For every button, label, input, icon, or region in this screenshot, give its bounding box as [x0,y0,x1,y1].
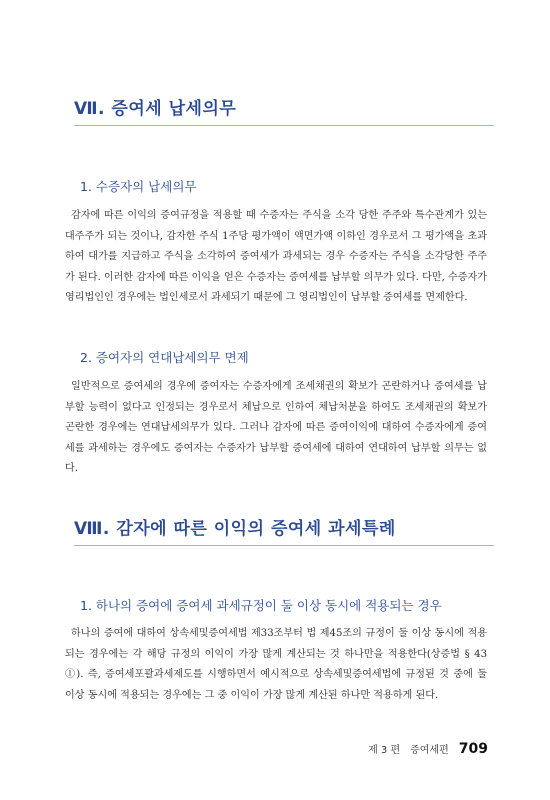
footer-book: 증여세편 [410,745,449,756]
section-heading: 2. 증여자의 연대납세의무 면제 [80,350,249,365]
page-number: 709 [458,741,488,757]
section-heading: 1. 수증자의 납세의무 [80,179,197,194]
body-paragraph: 감자에 따른 이익의 증여규정을 적용할 때 수증자는 주식을 소각 당한 주주와 특수관계가 있는 대주주가 되는 것이나, 감자한 주식 1주당 평가액이 액면가액 이하인 경우로서 그 평가액을 초과하여 대가를 지급하고 주식을 소각하여 증여세가 과세되는 경우 수증자는 주식을 소각당한 주주가 된다. 이러한 감자에 따른 이익을 얻은 수증자는 증여세를 납부할 의무가 있다. 다만, 수증자가 영리법인인 경우에는 법인세로서 과세되기 때문에 그 영리법인이 납부할 증여세를 면제한다. [65,210,487,303]
page-footer [368,741,488,757]
chapter-title: Ⅶ. 증여세 납세의무 [74,99,237,119]
body-paragraph: 일반적으로 증여세의 경우에 증여자는 수증자에게 조세채권의 확보가 곤란하거나 증여세를 납부할 능력이 없다고 인정되는 경우로서 체납으로 인하여 체납처분을 하여도 조세채권의 확보가 곤란한 경우에는 연대납세의무가 있다. 그러나 감자에 따른 증여이익에 대하여 수증자에게 증여세를 과세하는 경우에도 증여자는 수증자가 납부할 증여세에 대하여 연대하여 납부할 의무는 없다. [65,381,487,474]
chapter-divider [74,125,494,126]
chapter-divider [74,545,494,546]
footer-part: 제 3 편 [368,745,401,756]
chapter-heading [74,514,494,546]
chapter-title: Ⅷ. 감자에 따른 이익의 증여세 과세특례 [74,519,396,539]
body-paragraph: 하나의 증여에 대하여 상속세및증여세법 제33조부터 법 제45조의 규정이 둘 이상 동시에 적용되는 경우에는 각 해당 규정의 이익이 가장 많게 계산되는 것 하나만을 적용한다(상증법 § 43 ①). 즉, 증여세포괄과세제도를 시행하면서 예시적으로 상속세및증여세법에 규정된 것 중에 둘 이상 동시에 적용되는 경우에는 그 중 이익이 가장 많게 계산된 하나만 적용하게 된다. [65,628,487,701]
section-heading: 1. 하나의 증여에 증여세 과세규정이 둘 이상 동시에 적용되는 경우 [80,598,442,613]
chapter-heading [74,94,494,126]
